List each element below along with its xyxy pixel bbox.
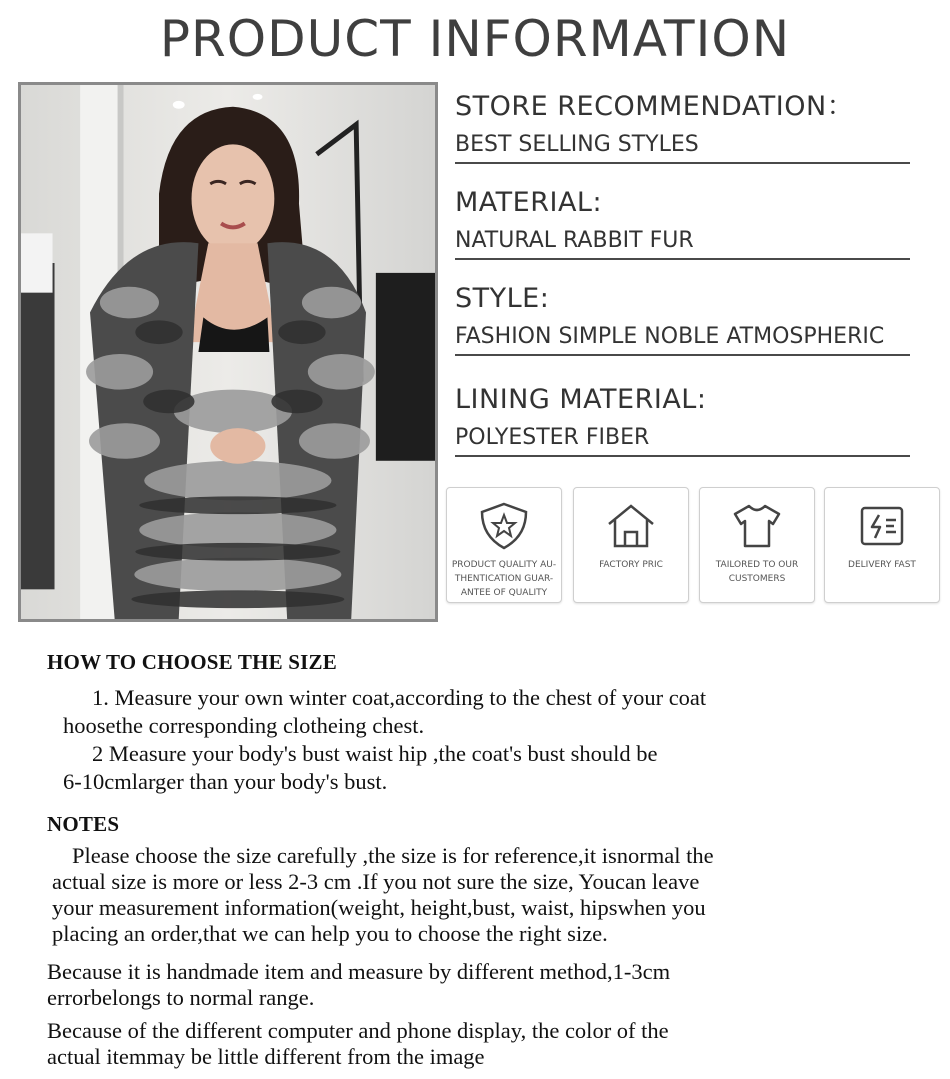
tshirt-icon (729, 500, 785, 552)
spec-store-recommendation (455, 90, 910, 164)
spec-label: MATERIAL: (455, 187, 603, 218)
spec-value: FASHION SIMPLE NOBLE ATMOSPHERIC (455, 322, 910, 356)
house-icon (603, 500, 659, 552)
spec-lining-material (455, 383, 910, 457)
feature-card-tailored (699, 487, 815, 603)
notes-line: actual size is more or less 2-3 cm .If you not sure the size, Youcan leave (52, 869, 700, 894)
size-guide-heading: HOW TO CHOOSE THE SIZE (47, 650, 337, 674)
feature-label: PRODUCT QUALITY AU- THENTICATION GUAR- ANTEE OF QUALITY (451, 560, 557, 598)
spec-label: STORE RECOMMENDATION： (455, 91, 855, 122)
page-title: PRODUCT INFORMATION (159, 10, 791, 68)
feature-card-quality (446, 487, 562, 603)
size-step-2-line-1: 2 Measure your body's bust waist hip ,the coat's bust should be (92, 741, 658, 766)
size-step-1-line-2: hoosethe corresponding clotheing chest. (63, 713, 425, 738)
spec-value: BEST SELLING STYLES (455, 130, 910, 164)
model-in-fur-coat-illustration (21, 85, 435, 619)
notes-line: Please choose the size carefully ,the size is for reference,it isnormal the (72, 843, 714, 868)
feature-card-factory (573, 487, 689, 603)
spec-label: STYLE: (455, 283, 550, 314)
notes-line: placing an order,that we can help you to choose the right size. (52, 921, 608, 946)
product-photo (18, 82, 438, 622)
shield-star-icon (476, 500, 532, 552)
spec-style (455, 282, 910, 356)
size-step-2-line-2: 6-10cmlarger than your body's bust. (63, 769, 388, 794)
notes-line: your measurement information(weight, height,bust, waist, hipswhen you (52, 895, 706, 920)
notes-heading: NOTES (47, 812, 120, 836)
feature-cards (446, 487, 942, 603)
spec-label: LINING MATERIAL: (455, 384, 707, 415)
size-step-1-line-1: 1. Measure your own winter coat,according to the chest of your coat (92, 685, 707, 710)
spec-value: POLYESTER FIBER (455, 423, 910, 457)
feature-card-delivery (824, 487, 940, 603)
feature-label: TAILORED TO OUR CUSTOMERS (715, 560, 799, 584)
handmade-note: Because it is handmade item and measure by different method,1-3cm errorbelongs to normal range. (47, 959, 671, 1010)
delivery-icon (854, 500, 910, 552)
spec-material (455, 186, 910, 260)
notes-paragraph (52, 843, 714, 947)
display-color-note: Because of the different computer and phone display, the color of the actual itemmay be little different from the image (47, 1018, 669, 1069)
feature-label: FACTORY PRIC (599, 560, 663, 570)
spec-value: NATURAL RABBIT FUR (455, 226, 910, 260)
feature-label: DELIVERY FAST (848, 560, 916, 570)
